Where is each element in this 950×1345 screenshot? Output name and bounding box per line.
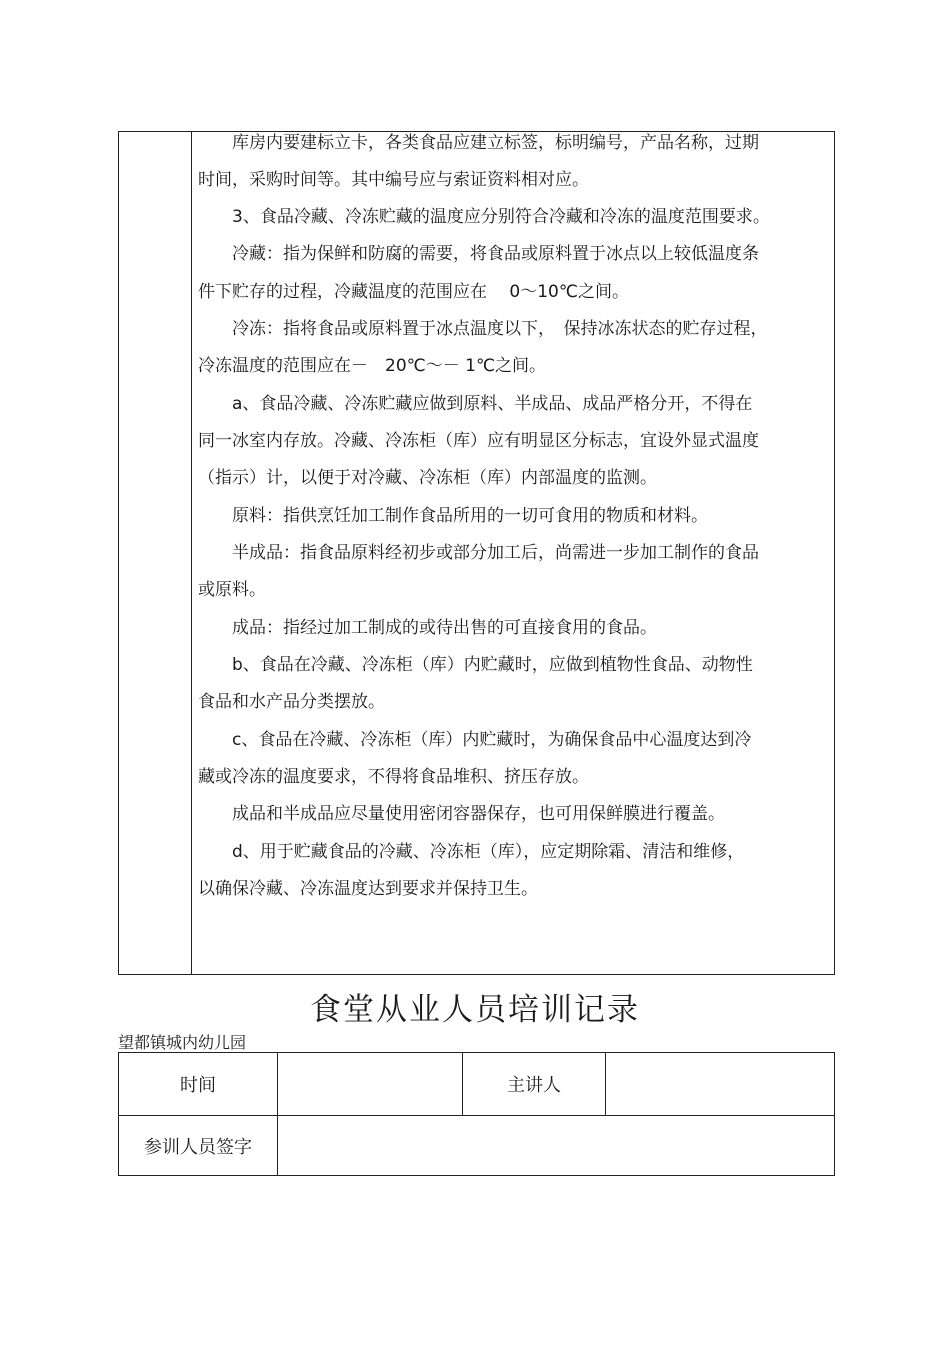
text-line: 以确保冷藏、冷冻温度达到要求并保持卫生。 [198,879,538,899]
text-line: 3、食品冷藏、冷冻贮藏的温度应分别符合冷藏和冷冻的温度范围要求。 [198,207,770,227]
signature-label: 参训人员签字 [144,1136,252,1158]
time-field[interactable] [278,1053,462,1115]
text-line: 件下贮存的过程，冷藏温度的范围应在 0～10℃之间。 [198,282,629,302]
text-line: 成品和半成品应尽量使用密闭容器保存，也可用保鲜膜进行覆盖。 [198,804,725,824]
text-line: 原料：指供烹饪加工制作食品所用的一切可食用的物质和材料。 [198,506,708,526]
text-line: d、用于贮藏食品的冷藏、冷冻柜（库），应定期除霜、清洁和维修， [198,842,745,862]
left-column [119,132,192,974]
text-line: 成品：指经过加工制成的或待出售的可直接食用的食品。 [198,618,657,638]
text-line: 食品和水产品分类摆放。 [198,692,385,712]
text-line: 或原料。 [198,580,266,600]
organization-name: 望都镇城内幼儿园 [118,1033,247,1052]
text-line: 库房内要建标立卡，各类食品应建立标签，标明编号，产品名称，过期 [198,133,759,153]
text-line: 半成品：指食品原料经初步或部分加工后，尚需进一步加工制作的食品 [198,543,759,563]
content-table [118,131,835,975]
text-line: 同一冰室内存放。冷藏、冷冻柜（库）应有明显区分标志，宜设外显式温度 [198,431,759,451]
signature-field[interactable] [278,1116,834,1175]
text-line: 藏或冷冻的温度要求，不得将食品堆积、挤压存放。 [198,767,589,787]
text-line: a、食品冷藏、冷冻贮藏应做到原料、半成品、成品严格分开，不得在 [198,394,753,414]
text-line: c、食品在冷藏、冷冻柜（库）内贮藏时，为确保食品中心温度达到冷 [198,730,752,750]
time-label: 时间 [180,1075,216,1096]
text-line: 冷冻：指将食品或原料置于冰点温度以下， 保持冰冻状态的贮存过程， [198,319,768,339]
lecturer-field[interactable] [606,1053,834,1115]
text-line: b、食品在冷藏、冷冻柜（库）内贮藏时，应做到植物性食品、动物性 [198,655,753,675]
text-line: 冷冻温度的范围应在－ 20℃～－ 1℃之间。 [198,356,547,376]
text-line: 时间，采购时间等。其中编号应与索证资料相对应。 [198,170,589,190]
training-record-form [118,1052,835,1176]
lecturer-label: 主讲人 [507,1075,561,1096]
form-title: 食堂从业人员培训记录 [310,992,640,1028]
text-line: （指示）计，以便于对冷藏、冷冻柜（库）内部温度的监测。 [198,468,657,488]
content-text [192,132,834,974]
text-line: 冷藏：指为保鲜和防腐的需要，将食品或原料置于冰点以上较低温度条 [198,244,759,264]
